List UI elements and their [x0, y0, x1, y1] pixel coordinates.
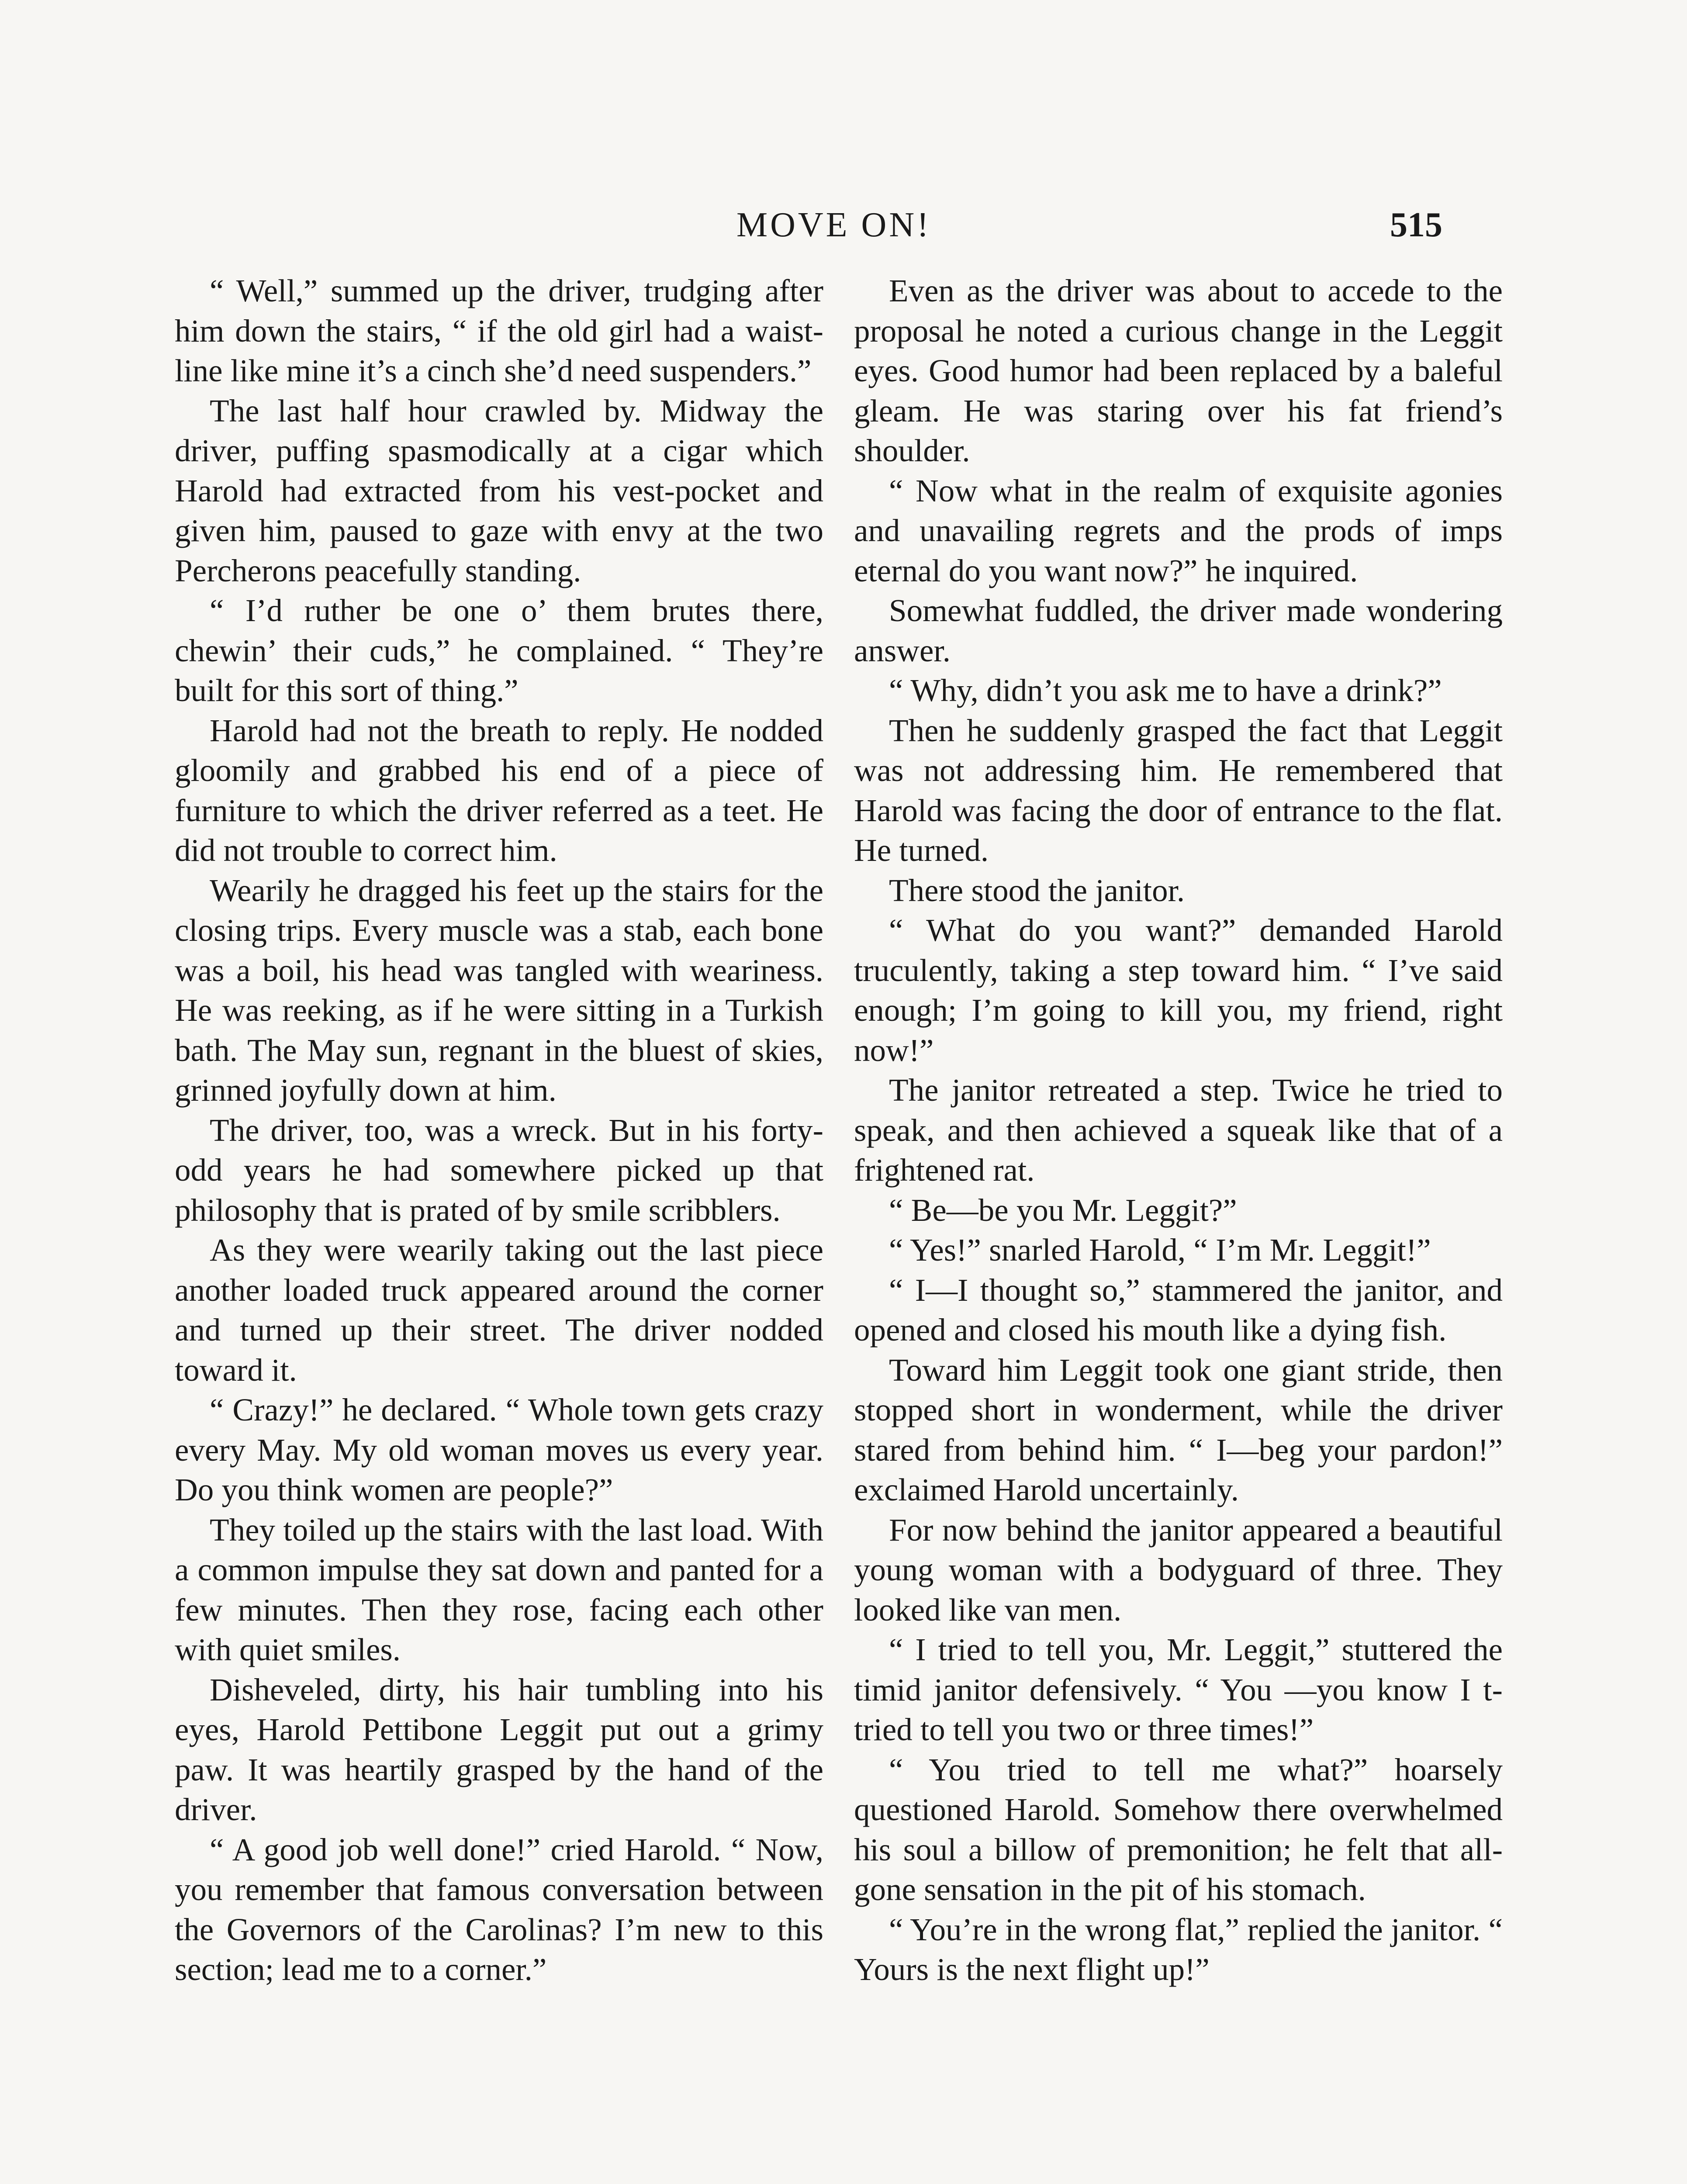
right-column	[854, 271, 1503, 1990]
paragraph: “ Be—be you Mr. Leggit?”	[889, 1192, 1237, 1228]
running-head: MOVE ON!	[736, 206, 931, 244]
paragraph: The last half hour crawled by. Midway the driver, puffing spasmodically at a cigar which Harold had extracted from his vest-pocket and given him, paused to gaze with envy at the two Percherons peacefully standing.	[175, 393, 823, 588]
paragraph: They toiled up the stairs with the last load. With a common impulse they sat down and panted for a few minutes. Then they rose, facing each other with quiet smiles.	[175, 1512, 823, 1667]
paragraph: “ Now what in the realm of exquisite agonies and unavailing regrets and the prods of imps eternal do you want now?” he inquired.	[854, 473, 1503, 588]
paragraph: “ Crazy!” he declared. “ Whole town gets crazy every May. My old woman moves us every year. Do you think women are people?”	[175, 1392, 823, 1507]
paragraph: “ What do you want?” demanded Harold truculently, taking a step toward him. “ I’ve said enough; I’m going to kill you, my friend, right now!”	[854, 912, 1503, 1068]
paragraph: Harold had not the breath to reply. He nodded gloomily and grabbed his end of a piece of furniture to which the driver referred as a teet. He did not trouble to correct him.	[175, 712, 823, 868]
paragraph: “ I—I thought so,” stammered the janitor, and opened and closed his mouth like a dying fish.	[854, 1272, 1503, 1348]
paragraph: Wearily he dragged his feet up the stairs for the closing trips. Every muscle was a stab, each bone was a boil, his head was tangled with weariness. He was reeking, as if he were sitting in a Turkish bath. The May sun, regnant in the bluest of skies, grinned joyfully down at him.	[175, 872, 823, 1108]
paragraph: “ Yes!” snarled Harold, “ I’m Mr. Leggit!”	[889, 1232, 1431, 1268]
paragraph: Even as the driver was about to accede to the proposal he noted a curious change in the Leggit eyes. Good humor had been replaced by a baleful gleam. He was staring over his fat friend’s shoulder.	[854, 273, 1503, 468]
paragraph: “ You’re in the wrong flat,” replied the janitor. “ Yours is the next flight up!”	[854, 1911, 1503, 1987]
paragraph: “ A good job well done!” cried Harold. “ Now, you remember that famous conversation between the Governors of the Carolinas? I’m new to this section; lead me to a corner.”	[175, 1832, 823, 1987]
paragraph: “ You tried to tell me what?” hoarsely questioned Harold. Somehow there overwhelmed his soul a billow of premonition; he felt that all-gone sensation in the pit of his stomach.	[854, 1752, 1503, 1907]
paragraph: There stood the janitor.	[889, 872, 1185, 908]
paragraph: Toward him Leggit took one giant stride, then stopped short in wonderment, while the driver stared from behind him. “ I—beg your pardon!” exclaimed Harold uncertainly.	[854, 1352, 1503, 1507]
paragraph: Disheveled, dirty, his hair tumbling into his eyes, Harold Pettibone Leggit put out a grimy paw. It was heartily grasped by the hand of the driver.	[175, 1672, 823, 1827]
page-number: 515	[1390, 206, 1442, 244]
paragraph: “ I’d ruther be one o’ them brutes there, chewin’ their cuds,” he complained. “ They’re built for this sort of thing.”	[175, 593, 823, 708]
paragraph: “ I tried to tell you, Mr. Leggit,” stuttered the timid janitor defensively. “ You —you know I t-tried to tell you two or three times!”	[854, 1632, 1503, 1747]
paragraph: The janitor retreated a step. Twice he tried to speak, and then achieved a squeak like that of a frightened rat.	[854, 1072, 1503, 1188]
page-header	[0, 199, 1687, 251]
paragraph: “ Why, didn’t you ask me to have a drink?”	[889, 673, 1442, 708]
paragraph: “ Well,” summed up the driver, trudging after him down the stairs, “ if the old girl had a waist-line like mine it’s a cinch she’d need suspenders.”	[175, 273, 823, 388]
paragraph: As they were wearily taking out the last piece another loaded truck appeared around the corner and turned up their street. The driver nodded toward it.	[175, 1232, 823, 1388]
paragraph: Somewhat fuddled, the driver made wondering answer.	[854, 593, 1503, 668]
paragraph: The driver, too, was a wreck. But in his forty-odd years he had somewhere picked up that philosophy that is prated of by smile scribblers.	[175, 1112, 823, 1228]
left-column	[175, 271, 823, 1990]
paragraph: Then he suddenly grasped the fact that Leggit was not addressing him. He remembered that Harold was facing the door of entrance to the flat. He turned.	[854, 712, 1503, 868]
paragraph: For now behind the janitor appeared a beautiful young woman with a bodyguard of three. They looked like van men.	[854, 1512, 1503, 1628]
